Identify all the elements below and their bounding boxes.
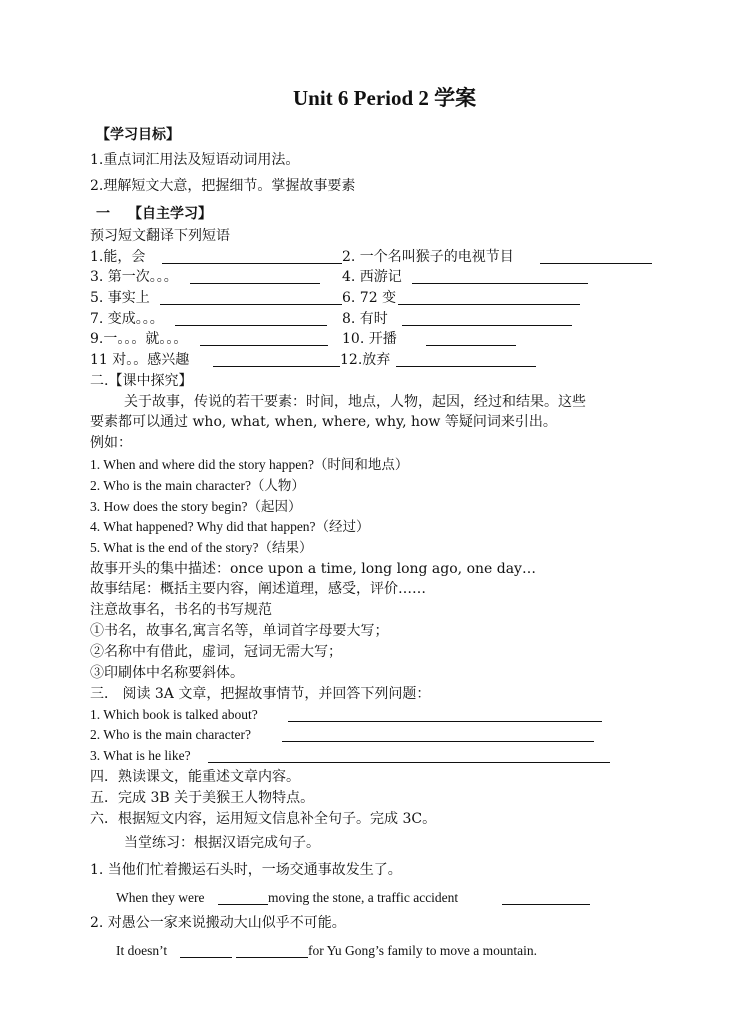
example-question: 1. When and where did the story happen?（时间和地点） [90,457,409,472]
phrase-label: 10. 开播 [342,331,397,347]
practice-cn-sentence: 2. 对愚公一家来说搬动大山似乎不可能。 [90,915,346,931]
goal-item: 2.理解短文大意，把握细节。掌握故事要素 [90,178,356,194]
reading-question [90,726,610,744]
reading-question-text: 3. What is he like? [90,748,191,763]
answer-blank[interactable] [398,291,580,305]
practice-text: It doesn’t [116,943,168,958]
goals-heading: 【学习目标】 [96,127,180,143]
phrase-label: 8. 有时 [342,311,388,327]
naming-rule-heading: 注意故事名，书名的书写规范 [90,602,272,618]
phrase-label: 1.能，会 [90,249,146,265]
reading-question [90,706,610,724]
example-question: 5. What is the end of the story?（结果） [90,540,313,555]
explore-paragraph: 要素都可以通过 who, what, when, where, why, how 等疑问词来引出。 [90,414,557,430]
naming-rule: ①书名，故事名,寓言名等，单词首字母要大写； [90,623,389,639]
example-label: 例如： [90,435,132,451]
answer-blank[interactable] [190,270,320,284]
example-question: 4. What happened? Why did that happen?（经过） [90,519,370,534]
practice-text: When they were [116,890,205,905]
answer-blank[interactable] [236,944,308,958]
self-study-heading: 【自主学习】 [128,206,212,222]
example-question: 2. Who is the main character?（人物） [90,478,305,493]
answer-blank[interactable] [218,891,268,905]
practice-heading: 当堂练习：根据汉语完成句子。 [124,835,320,851]
reading-question-text: 1. Which book is talked about? [90,707,258,722]
task-item: 五．完成 3B 关于美猴王人物特点。 [90,790,315,806]
section-number: 一 [96,206,110,222]
task-item: 六．根据短文内容，运用短文信息补全句子。完成 3C。 [90,811,437,827]
answer-blank[interactable] [180,944,232,958]
answer-blank[interactable] [160,291,342,305]
answer-blank[interactable] [412,270,588,284]
answer-blank[interactable] [402,312,572,326]
answer-blank[interactable] [175,312,327,326]
answer-blank[interactable] [208,749,610,763]
phrase-label: 3. 第一次。。。 [90,269,178,285]
phrase-label: 4. 西游记 [342,269,402,285]
phrase-label: 7. 变成。。。 [90,311,164,327]
task-item: 四．熟读课文，能重述文章内容。 [90,769,300,785]
answer-blank[interactable] [396,353,536,367]
reading-heading: 三． 阅读 3A 文章，把握故事情节，并回答下列问题： [90,686,431,702]
answer-blank[interactable] [288,708,602,722]
explore-heading: 二.【课中探究】 [90,373,193,389]
page-title: Unit 6 Period 2 学案 [293,86,477,110]
naming-rule: ③印刷体中名称要斜体。 [90,665,244,681]
phrase-label: 2. 一个名叫猴子的电视节目 [342,249,514,265]
story-ending-note: 故事结尾：概括主要内容，阐述道理，感受，评价…… [90,581,426,597]
answer-blank[interactable] [426,332,516,346]
answer-blank[interactable] [213,353,340,367]
practice-text: moving the stone, a traffic accident [268,890,459,905]
answer-blank[interactable] [502,891,590,905]
story-opening-note: 故事开头的集中描述：once upon a time, long long ago, one day… [90,561,536,577]
phrase-label: 6. 72 变 [342,290,397,306]
example-question: 3. How does the story begin?（起因） [90,499,302,514]
explore-paragraph: 关于故事，传说的若干要素：时间，地点，人物，起因，经过和结果。这些 [124,394,586,410]
answer-blank[interactable] [282,728,594,742]
naming-rule: ②名称中有借此，虚词，冠词无需大写； [90,644,342,660]
practice-text: for Yu Gong’s family to move a mountain. [308,943,537,958]
phrase-label: 12.放弃 [340,352,391,368]
reading-question [90,747,620,765]
phrase-label: 5. 事实上 [90,290,150,306]
goal-item: 1.重点词汇用法及短语动词用法。 [90,152,300,168]
answer-blank[interactable] [540,250,652,264]
self-study-instruction: 预习短文翻译下列短语 [90,228,230,244]
reading-question-text: 2. Who is the main character? [90,727,251,742]
phrase-label: 9.一。。。就。。。 [90,331,188,347]
practice-cn-sentence: 1. 当他们忙着搬运石头时，一场交通事故发生了。 [90,862,402,878]
answer-blank[interactable] [162,250,342,264]
phrase-label: 11 对。。感兴趣 [90,352,190,368]
answer-blank[interactable] [200,332,328,346]
